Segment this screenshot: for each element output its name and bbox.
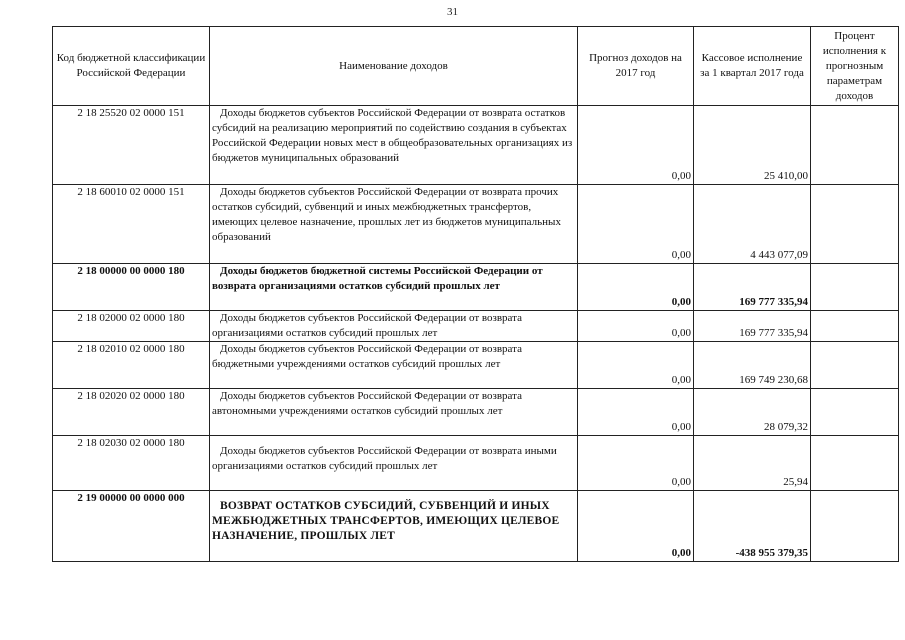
row-forecast: 0,00 bbox=[578, 389, 694, 436]
table-row bbox=[53, 264, 899, 311]
table-row bbox=[53, 491, 899, 562]
row-execution: 169 777 335,94 bbox=[694, 311, 811, 342]
row-execution: -438 955 379,35 bbox=[694, 491, 811, 562]
row-name-text: Доходы бюджетов субъектов Российской Федерации от возврата прочих остатков субсидий, субвенций и иных межбюджетных трансфертов, имеющих целевое назначение, прошлых лет из бюджетов муниципальных образований bbox=[212, 186, 561, 243]
row-forecast: 0,00 bbox=[578, 264, 694, 311]
row-percent bbox=[811, 185, 899, 264]
table-row bbox=[53, 185, 899, 264]
row-execution: 4 443 077,09 bbox=[694, 185, 811, 264]
row-percent bbox=[811, 491, 899, 562]
row-forecast: 0,00 bbox=[578, 436, 694, 491]
row-name-text: Доходы бюджетов субъектов Российской Федерации от возврата иными организациями остатков субсидий прошлых лет bbox=[212, 445, 557, 472]
table-row bbox=[53, 342, 899, 389]
row-name bbox=[210, 106, 578, 185]
table-header-row bbox=[53, 27, 899, 106]
table-row bbox=[53, 106, 899, 185]
header-forecast: Прогноз доходов на 2017 год bbox=[578, 27, 694, 106]
row-code: 2 18 02010 02 0000 180 bbox=[53, 342, 210, 389]
row-name-text: Доходы бюджетов субъектов Российской Федерации от возврата автономными учреждениями остатков субсидий прошлых лет bbox=[212, 390, 522, 417]
row-percent bbox=[811, 311, 899, 342]
row-name bbox=[210, 389, 578, 436]
row-name bbox=[210, 311, 578, 342]
row-code: 2 18 60010 02 0000 151 bbox=[53, 185, 210, 264]
row-percent bbox=[811, 264, 899, 311]
row-execution: 169 777 335,94 bbox=[694, 264, 811, 311]
row-code: 2 18 02020 02 0000 180 bbox=[53, 389, 210, 436]
row-code: 2 18 00000 00 0000 180 bbox=[53, 264, 210, 311]
table-row bbox=[53, 436, 899, 491]
page-number: 31 bbox=[447, 6, 458, 18]
row-name bbox=[210, 185, 578, 264]
header-percent: Процент исполнения к прогнозным параметрам доходов bbox=[811, 27, 899, 106]
row-percent bbox=[811, 436, 899, 491]
row-name-text: Доходы бюджетов субъектов Российской Федерации от возврата бюджетными учреждениями остатков субсидий прошлых лет bbox=[212, 343, 522, 370]
row-name bbox=[210, 491, 578, 562]
row-forecast: 0,00 bbox=[578, 491, 694, 562]
row-forecast: 0,00 bbox=[578, 342, 694, 389]
row-name-text: ВОЗВРАТ ОСТАТКОВ СУБСИДИЙ, СУБВЕНЦИЙ И ИНЫХ МЕЖБЮДЖЕТНЫХ ТРАНСФЕРТОВ, ИМЕЮЩИХ ЦЕЛЕВОЕ НАЗНАЧЕНИЕ, ПРОШЛЫХ ЛЕТ bbox=[212, 500, 560, 542]
table-row bbox=[53, 311, 899, 342]
row-name bbox=[210, 342, 578, 389]
row-name bbox=[210, 264, 578, 311]
row-code: 2 18 02000 02 0000 180 bbox=[53, 311, 210, 342]
row-name bbox=[210, 436, 578, 491]
row-execution: 28 079,32 bbox=[694, 389, 811, 436]
row-percent bbox=[811, 342, 899, 389]
row-name-text: Доходы бюджетов бюджетной системы Российской Федерации от возврата организациями остатков субсидий прошлых лет bbox=[212, 265, 543, 292]
row-execution: 25 410,00 bbox=[694, 106, 811, 185]
row-name-text: Доходы бюджетов субъектов Российской Федерации от возврата организациями остатков субсидий прошлых лет bbox=[212, 312, 522, 339]
row-execution: 25,94 bbox=[694, 436, 811, 491]
row-name-text: Доходы бюджетов субъектов Российской Федерации от возврата остатков субсидий на реализацию мероприятий по содействию создания в субъектах Российской Федерации новых мест в общеобразовательных организациях из бюджетов муниципальных образований bbox=[212, 107, 573, 164]
header-name: Наименование доходов bbox=[210, 27, 578, 106]
row-forecast: 0,00 bbox=[578, 311, 694, 342]
budget-revenue-table bbox=[52, 26, 899, 562]
row-code: 2 18 25520 02 0000 151 bbox=[53, 106, 210, 185]
row-execution: 169 749 230,68 bbox=[694, 342, 811, 389]
row-percent bbox=[811, 106, 899, 185]
header-code: Код бюджетной классификации Российской Федерации bbox=[53, 27, 210, 106]
row-forecast: 0,00 bbox=[578, 185, 694, 264]
row-code: 2 19 00000 00 0000 000 bbox=[53, 491, 210, 562]
header-execution: Кассовое исполнение за 1 квартал 2017 года bbox=[694, 27, 811, 106]
row-code: 2 18 02030 02 0000 180 bbox=[53, 436, 210, 491]
row-forecast: 0,00 bbox=[578, 106, 694, 185]
row-percent bbox=[811, 389, 899, 436]
table-row bbox=[53, 389, 899, 436]
